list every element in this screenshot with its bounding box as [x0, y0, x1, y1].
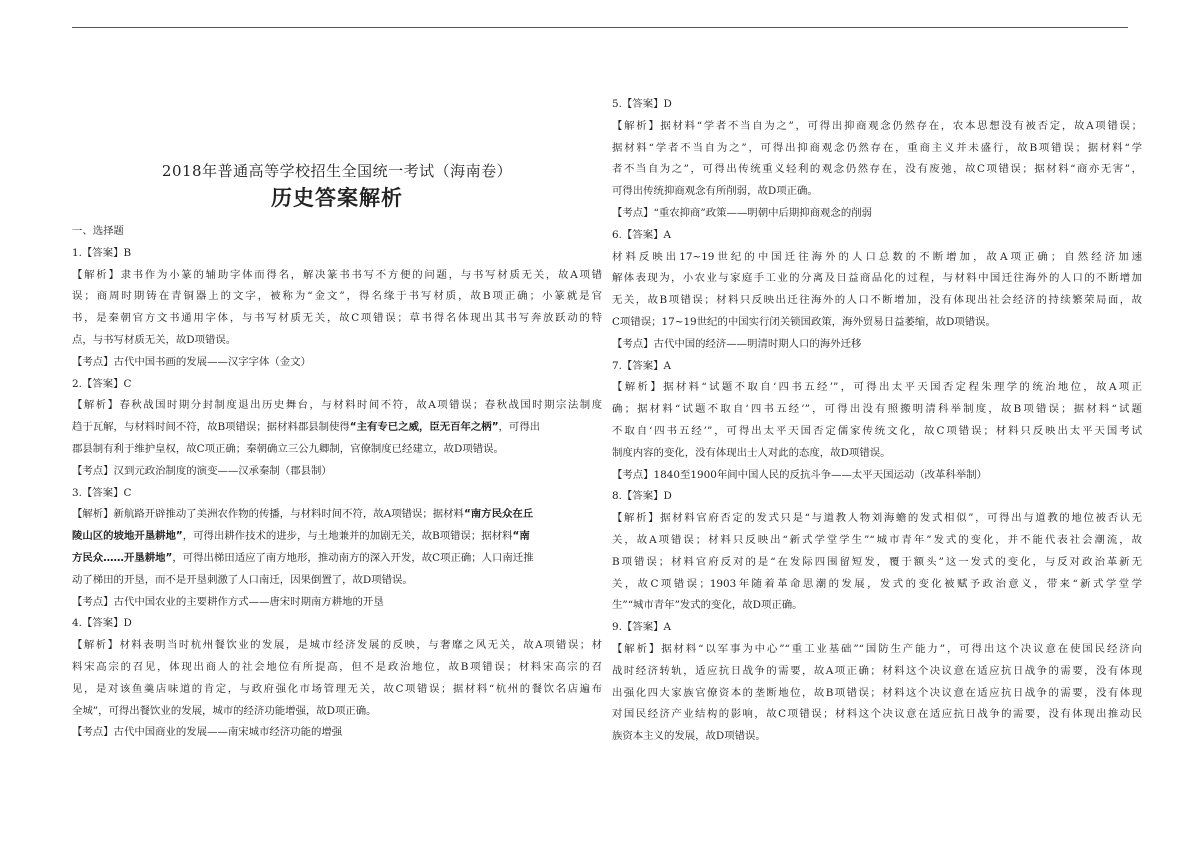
- q6-answer: 6.【答案】A: [612, 228, 671, 241]
- q6-analysis-line: 材料反映出17~19世纪的中国迁往海外的人口总数的不断增加，故A项正确；自然经济加速: [612, 250, 1142, 263]
- question-3: [72, 483, 602, 614]
- q3-quote: “南: [512, 530, 530, 543]
- q8-answer: 8.【答案】D: [612, 490, 672, 503]
- question-2: [72, 374, 602, 483]
- q9-analysis-line: 对国民经济产业结构的影响，故C项错误；材料这个决议意在适应抗日战争的需要，没有体现出推动民: [612, 708, 1142, 721]
- q5-analysis-line: 【解析】据材料“学者不当自为之”，可得出抑商观念仍然存在，农本思想没有被否定，故A项错误；: [612, 119, 1142, 132]
- q7-analysis-line: 确；据材料“试题不取自‘四书五经’”，可得出没有照搬明清科举制度，故B项错误；据材料“试题: [612, 403, 1142, 416]
- q8-analysis-line: B项错误；材料官府反对的是“在发际四围留短发，覆于额头”这一发式的变化，与反对政治革新无: [612, 555, 1142, 568]
- document-title: 历史答案解析: [271, 185, 403, 210]
- q3-text: ，可得出梯田适应了南方地形，推动南方的深入开发，故C项正确；人口南迁推: [172, 551, 534, 564]
- q7-analysis-line: 【解析】据材料“试题不取自‘四书五经’”，可得出太平天国否定程朱理学的统治地位，故A项正: [612, 381, 1142, 394]
- top-rule: [72, 27, 1128, 28]
- q3-text: ，可得出耕作技术的进步，与土地兼并的加剧无关，故B项错误；据材料: [182, 530, 513, 543]
- q6-analysis-line: 解体表现为，小农业与家庭手工业的分离及日益商品化的过程，与材料中国迁往海外的人口的不断增加: [612, 272, 1142, 285]
- q4-answer: 4.【答案】D: [72, 617, 132, 630]
- section-heading: 一、选择题: [72, 225, 124, 237]
- q1-analysis-line: 书，是秦朝官方文书通用字体，与书写材质无关，故C项错误；草书得名体现出其书写奔放跃动的特: [72, 312, 602, 325]
- q3-text: 【解析】新航路开辟推动了美洲农作物的传播，与材料时间不符，故A项错误；据材料: [72, 508, 464, 521]
- q9-analysis-line: 【解析】据材料“以军事为中心”“重工业基础”“国防生产能力”，可得出这个决议意在使国民经济向: [612, 642, 1142, 655]
- question-6: [612, 225, 1142, 356]
- q7-analysis-line: 制度内容的变化，没有体现出士人对此的态度，故D项错误。: [612, 446, 891, 459]
- q4-analysis-line: 全城”，可得出餐饮业的发展，城市的经济功能增强，故D项正确。: [72, 704, 377, 717]
- q7-answer: 7.【答案】A: [612, 359, 671, 372]
- q9-analysis-line: 战时经济转轨，适应抗日战争的需要，故A项正确；材料这个决议意在适应抗日战争的需要，没有体现: [612, 664, 1142, 677]
- q1-analysis-line: 【解析】隶书作为小篆的辅助字体而得名，解决篆书书写不方便的问题，与书写材质无关，故A项错: [72, 268, 602, 281]
- left-column: [72, 221, 602, 744]
- q9-analysis-line: 出强化四大家族官僚资本的垄断地位，故B项错误；材料这个决议意在适应抗日战争的需要，没有体现: [612, 686, 1142, 699]
- q9-analysis-line: 族资本主义的发展，故D项错误。: [612, 730, 766, 743]
- q8-analysis-line: 【解析】据材料官府否定的发式只是“与道教人物刘海蟾的发式相似”，可得出与道教的地位被否认无: [612, 512, 1142, 525]
- q1-answer: 1.【答案】B: [72, 246, 132, 259]
- q1-point: 【考点】古代中国书画的发展——汉字字体（金文）: [72, 355, 311, 368]
- question-4: [72, 613, 602, 744]
- exam-title: 2018年普通高等学校招生全国统一考试（海南卷）: [161, 162, 513, 180]
- q8-analysis-line: 关，故A项错误；材料只反映出“新式学堂学生”“城市青年”发式的变化，并不能代表社会潮流，故: [612, 533, 1142, 546]
- q2-analysis-line: 【解析】春秋战国时期分封制度退出历史舞台，与材料时间不符，故A项错误；春秋战国时期宗法制度: [72, 399, 602, 412]
- q3-quote: “南方民众在丘: [463, 508, 534, 521]
- question-5: [612, 94, 1142, 225]
- q2-text: ，可得出: [498, 421, 541, 434]
- title-block: [72, 160, 602, 212]
- q4-analysis-line: 料宋高宗的召见，体现出商人的社会地位有所提高，但不是政治地位，故B项错误；材料宋高宗的召: [72, 660, 602, 673]
- q4-point: 【考点】古代中国商业的发展——南宋城市经济功能的增强: [72, 726, 343, 739]
- q2-analysis-line: 郡县制有利于维护皇权，故C项正确；秦朝确立三公九卿制，官僚制度已经建立，故D项错误。: [72, 442, 504, 455]
- q3-point: 【考点】古代中国农业的主要耕作方式——唐宋时期南方耕地的开垦: [72, 595, 384, 608]
- q3-quote: 方民众……开垦耕地”: [72, 551, 173, 564]
- q5-answer: 5.【答案】D: [612, 98, 672, 110]
- q3-quote: 陵山区的坡地开垦耕地”: [72, 530, 183, 543]
- q3-analysis-line: 动了梯田的开垦，而不是开垦刺激了人口南迁，因果倒置了，故D项错误。: [72, 573, 413, 586]
- q4-analysis-line: 见，是对该鱼羹店味道的肯定，与政府强化市场管理无关，故C项错误；据材料“杭州的餐饮名店遍布: [72, 682, 602, 695]
- q3-analysis-line: [72, 526, 602, 548]
- q8-analysis-line: 关，故C项错误；1903年随着革命思潮的发展，发式的变化被赋予政治意义，带来“新式学堂学: [612, 577, 1142, 590]
- q2-text: 趋于瓦解，与材料时间不符，故B项错误；据材料郡县制使得: [72, 421, 350, 434]
- q3-analysis-line: [72, 504, 602, 526]
- q8-analysis-line: 生”“城市青年”发式的变化，故D项正确。: [612, 599, 803, 612]
- question-8: [612, 486, 1142, 617]
- q4-analysis-line: 【解析】材料表明当时杭州餐饮业的发展，是城市经济发展的反映，与奢靡之风无关，故A项错误；材: [72, 639, 602, 652]
- question-9: [612, 617, 1142, 748]
- q9-answer: 9.【答案】A: [612, 621, 671, 634]
- q3-analysis-line: [72, 548, 602, 570]
- question-7: [612, 356, 1142, 487]
- q1-analysis-line: 点，与书写材质无关，故D项错误。: [72, 333, 237, 346]
- q5-analysis-line: 据材料“学者不当自为之”，可得出抑商观念仍然存在，重商主义并未盛行，故B项错误；据材料“学: [612, 141, 1142, 154]
- q1-analysis-line: 误；商周时期铸在青铜器上的文字，被称为“金文”，得名缘于书写材质，故B项正确；小篆就是官: [72, 290, 602, 303]
- question-1: [72, 243, 602, 374]
- q2-answer: 2.【答案】C: [72, 377, 132, 390]
- q2-quote: “主有专已之威，臣无百年之柄”: [349, 421, 499, 434]
- q5-analysis-line: 可得出传统抑商观念有所削弱，故D项正确。: [612, 185, 818, 198]
- q3-answer: 3.【答案】C: [72, 486, 132, 499]
- q6-point: 【考点】古代中国的经济——明清时期人口的海外迁移: [612, 337, 862, 350]
- q7-point: 【考点】1840至1900年间中国人民的反抗斗争——太平天国运动（改革科举制）: [612, 468, 987, 481]
- q5-point: 【考点】“重农抑商”政策——明朝中后期抑商观念的削弱: [612, 206, 872, 219]
- q6-analysis-line: 无关，故B项错误；材料只反映出迁往海外的人口不断增加，没有体现出社会经济的持续繁荣局面，故: [612, 294, 1142, 307]
- right-column: [612, 94, 1142, 748]
- q6-analysis-line: C项错误；17~19世纪的中国实行闭关锁国政策，海外贸易日益萎缩，故D项错误。: [612, 315, 996, 328]
- q5-analysis-line: 者不当自为之”，可得出传统重义轻利的观念仍然存在，没有废弛，故C项错误；据材料“商亦无害”，: [612, 163, 1142, 176]
- q2-analysis-line: [72, 417, 602, 439]
- q2-point: 【考点】汉到元政治制度的演变——汉承秦制（郡县制）: [72, 464, 332, 477]
- q7-analysis-line: 不取自‘四书五经’”，可得出太平天国否定儒家传统文化，故C项错误；材料只反映出太平天国考试: [612, 424, 1142, 437]
